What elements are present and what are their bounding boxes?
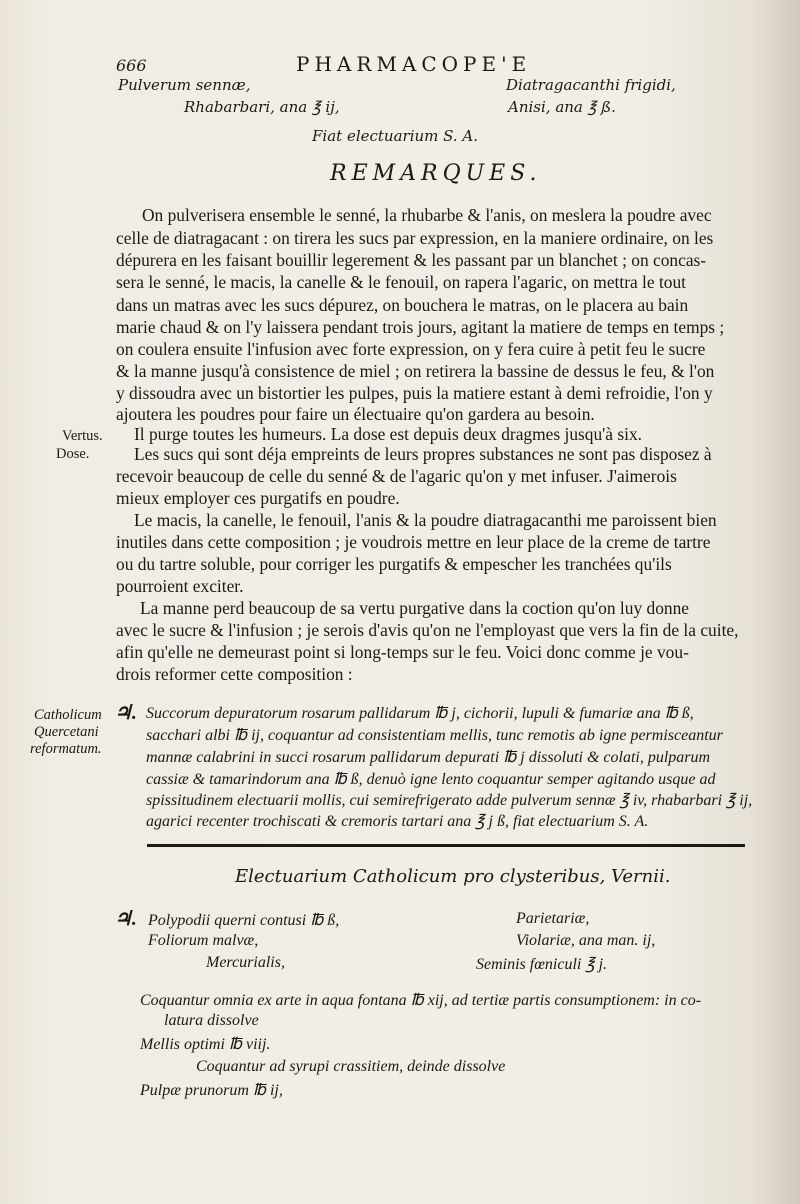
formula-line: Coquantur ad syrupi crassitiem, deinde dissolve bbox=[196, 1058, 506, 1075]
body-line: ajoutera les poudres pour faire un électuaire qu'on gardera au besoin. bbox=[116, 404, 595, 424]
recipe-symbol-icon: ♃. bbox=[114, 702, 137, 724]
body-line: dans un matras avec les sucs dépurez, on bouchera le matras, on le placera au bain bbox=[116, 295, 689, 315]
formula-ingredient: Parietariæ, bbox=[516, 910, 590, 927]
body-line: drois reformer cette composition : bbox=[116, 664, 353, 684]
margin-note-catholicum: Quercetani bbox=[34, 724, 99, 740]
body-line: afin qu'elle ne demeurast point si long-temps sur le feu. Voici donc comme je vou- bbox=[116, 642, 689, 662]
margin-note-dose: Dose. bbox=[56, 446, 90, 462]
formula-ingredient: Polypodii querni contusi ℔ ß, bbox=[148, 912, 340, 929]
formula-line: spissitudinem electuarii mollis, cui semirefrigerato adde pulverum sennæ ℥ iv, rhabarbari ℥ ij, bbox=[146, 792, 753, 809]
recipe-symbol-icon: ♃. bbox=[114, 908, 137, 930]
body-line: Le macis, la canelle, le fenouil, l'anis & la poudre diatragacanthi me paroissent bien bbox=[134, 510, 717, 530]
margin-note-vertus: Vertus. bbox=[62, 428, 103, 444]
recipe-title: Electuarium Catholicum pro clysteribus, Vernii. bbox=[235, 866, 671, 887]
page-number: 666 bbox=[116, 56, 147, 75]
body-line: sera le senné, le macis, la canelle & le fenouil, on rapera l'agaric, on mettra le tout bbox=[116, 272, 687, 292]
formula-line: Succorum depuratorum rosarum pallidarum ℔ j, cichorii, lupuli & fumariæ ana ℔ ß, bbox=[146, 705, 694, 722]
body-line: dépurera en les faisant bouillir legerement & les passant par un blanchet ; on concas- bbox=[116, 250, 707, 270]
body-line: avec le sucre & l'infusion ; je serois d'avis qu'on ne l'employast que vers la fin de la cuite, bbox=[116, 620, 739, 640]
formula-line: Pulpæ prunorum ℔ ij, bbox=[140, 1082, 283, 1099]
formula-ingredient: Violariæ, ana man. ij, bbox=[516, 932, 656, 949]
body-line: on coulera ensuite l'infusion avec forte expression, on y fera cuire à petit feu le sucre bbox=[116, 339, 706, 359]
body-line: recevoir beaucoup de celle du senné & de l'agaric qu'on y met infuser. J'aimerois bbox=[116, 466, 677, 486]
body-line: On pulverisera ensemble le senné, la rhubarbe & l'anis, on meslera la poudre avec bbox=[142, 205, 712, 225]
formula-line: mannæ calabrini in succi rosarum pallidarum depurati ℔ j dissoluti & colati, pulparum bbox=[146, 749, 711, 766]
body-line: celle de diatragacant : on tirera les sucs par expression, en la maniere ordinaire, on les bbox=[116, 228, 714, 248]
body-line: pourroient exciter. bbox=[116, 576, 244, 596]
body-line: y dissoudra avec un bistortier les pulpes, puis la matiere estant à demi refroidie, l'on y bbox=[116, 383, 713, 403]
body-line: inutiles dans cette composition ; je voudrois mettre en leur place de la creme de tartre bbox=[116, 532, 711, 552]
formula-ingredient: Rhabarbari, ana ℥ ij, bbox=[184, 98, 340, 116]
running-title: PHARMACOPE'E bbox=[296, 52, 532, 76]
formula-line: latura dissolve bbox=[164, 1012, 259, 1029]
formula-ingredient: Diatragacanthi frigidi, bbox=[506, 76, 676, 94]
formula-line: sacchari albi ℔ ij, coquantur ad consistentiam mellis, tunc remotis ab igne permisceantur bbox=[146, 727, 723, 744]
body-line: & la manne jusqu'à consistence de miel ; on retirera la bassine de dessus le feu, & l'on bbox=[116, 361, 715, 381]
formula-line: agarici recenter trochiscati & cremoris tartari ana ℥ j ß, fiat electuarium S. A. bbox=[146, 813, 649, 830]
body-line: La manne perd beaucoup de sa vertu purgative dans la coction qu'on luy donne bbox=[140, 598, 689, 618]
formula-ingredient: Pulverum sennæ, bbox=[118, 76, 251, 94]
section-heading: REMARQUES. bbox=[330, 161, 542, 186]
formula-ingredient: Anisi, ana ℥ ß. bbox=[508, 98, 616, 116]
body-line: Les sucs qui sont déja empreints de leurs propres substances ne sont pas disposez à bbox=[134, 444, 712, 464]
formula-line: cassiæ & tamarindorum ana ℔ ß, denuò igne lento coquantur semper agitando usque ad bbox=[146, 771, 716, 788]
formula-fiat: Fiat electuarium S. A. bbox=[312, 127, 479, 145]
body-line: Il purge toutes les humeurs. La dose est depuis deux dragmes jusqu'à six. bbox=[134, 424, 643, 444]
margin-note-catholicum: Catholicum bbox=[34, 707, 102, 723]
body-line: mieux employer ces purgatifs en poudre. bbox=[116, 488, 400, 508]
section-divider bbox=[147, 844, 745, 847]
body-line: ou du tartre soluble, pour corriger les purgatifs & empescher les tranchées qu'ils bbox=[116, 554, 672, 574]
formula-line: Coquantur omnia ex arte in aqua fontana ℔ xij, ad tertiæ partis consumptionem: in co- bbox=[140, 992, 702, 1009]
body-line: marie chaud & on l'y laissera pendant trois jours, agitant la matiere de temps en temps ; bbox=[116, 317, 725, 337]
formula-ingredient: Seminis fœniculi ℥ j. bbox=[476, 956, 608, 973]
formula-line: Mellis optimi ℔ viij. bbox=[140, 1036, 271, 1053]
margin-note-catholicum: reformatum. bbox=[30, 741, 102, 757]
formula-ingredient: Foliorum malvæ, bbox=[148, 932, 259, 949]
formula-ingredient: Mercurialis, bbox=[206, 954, 285, 971]
